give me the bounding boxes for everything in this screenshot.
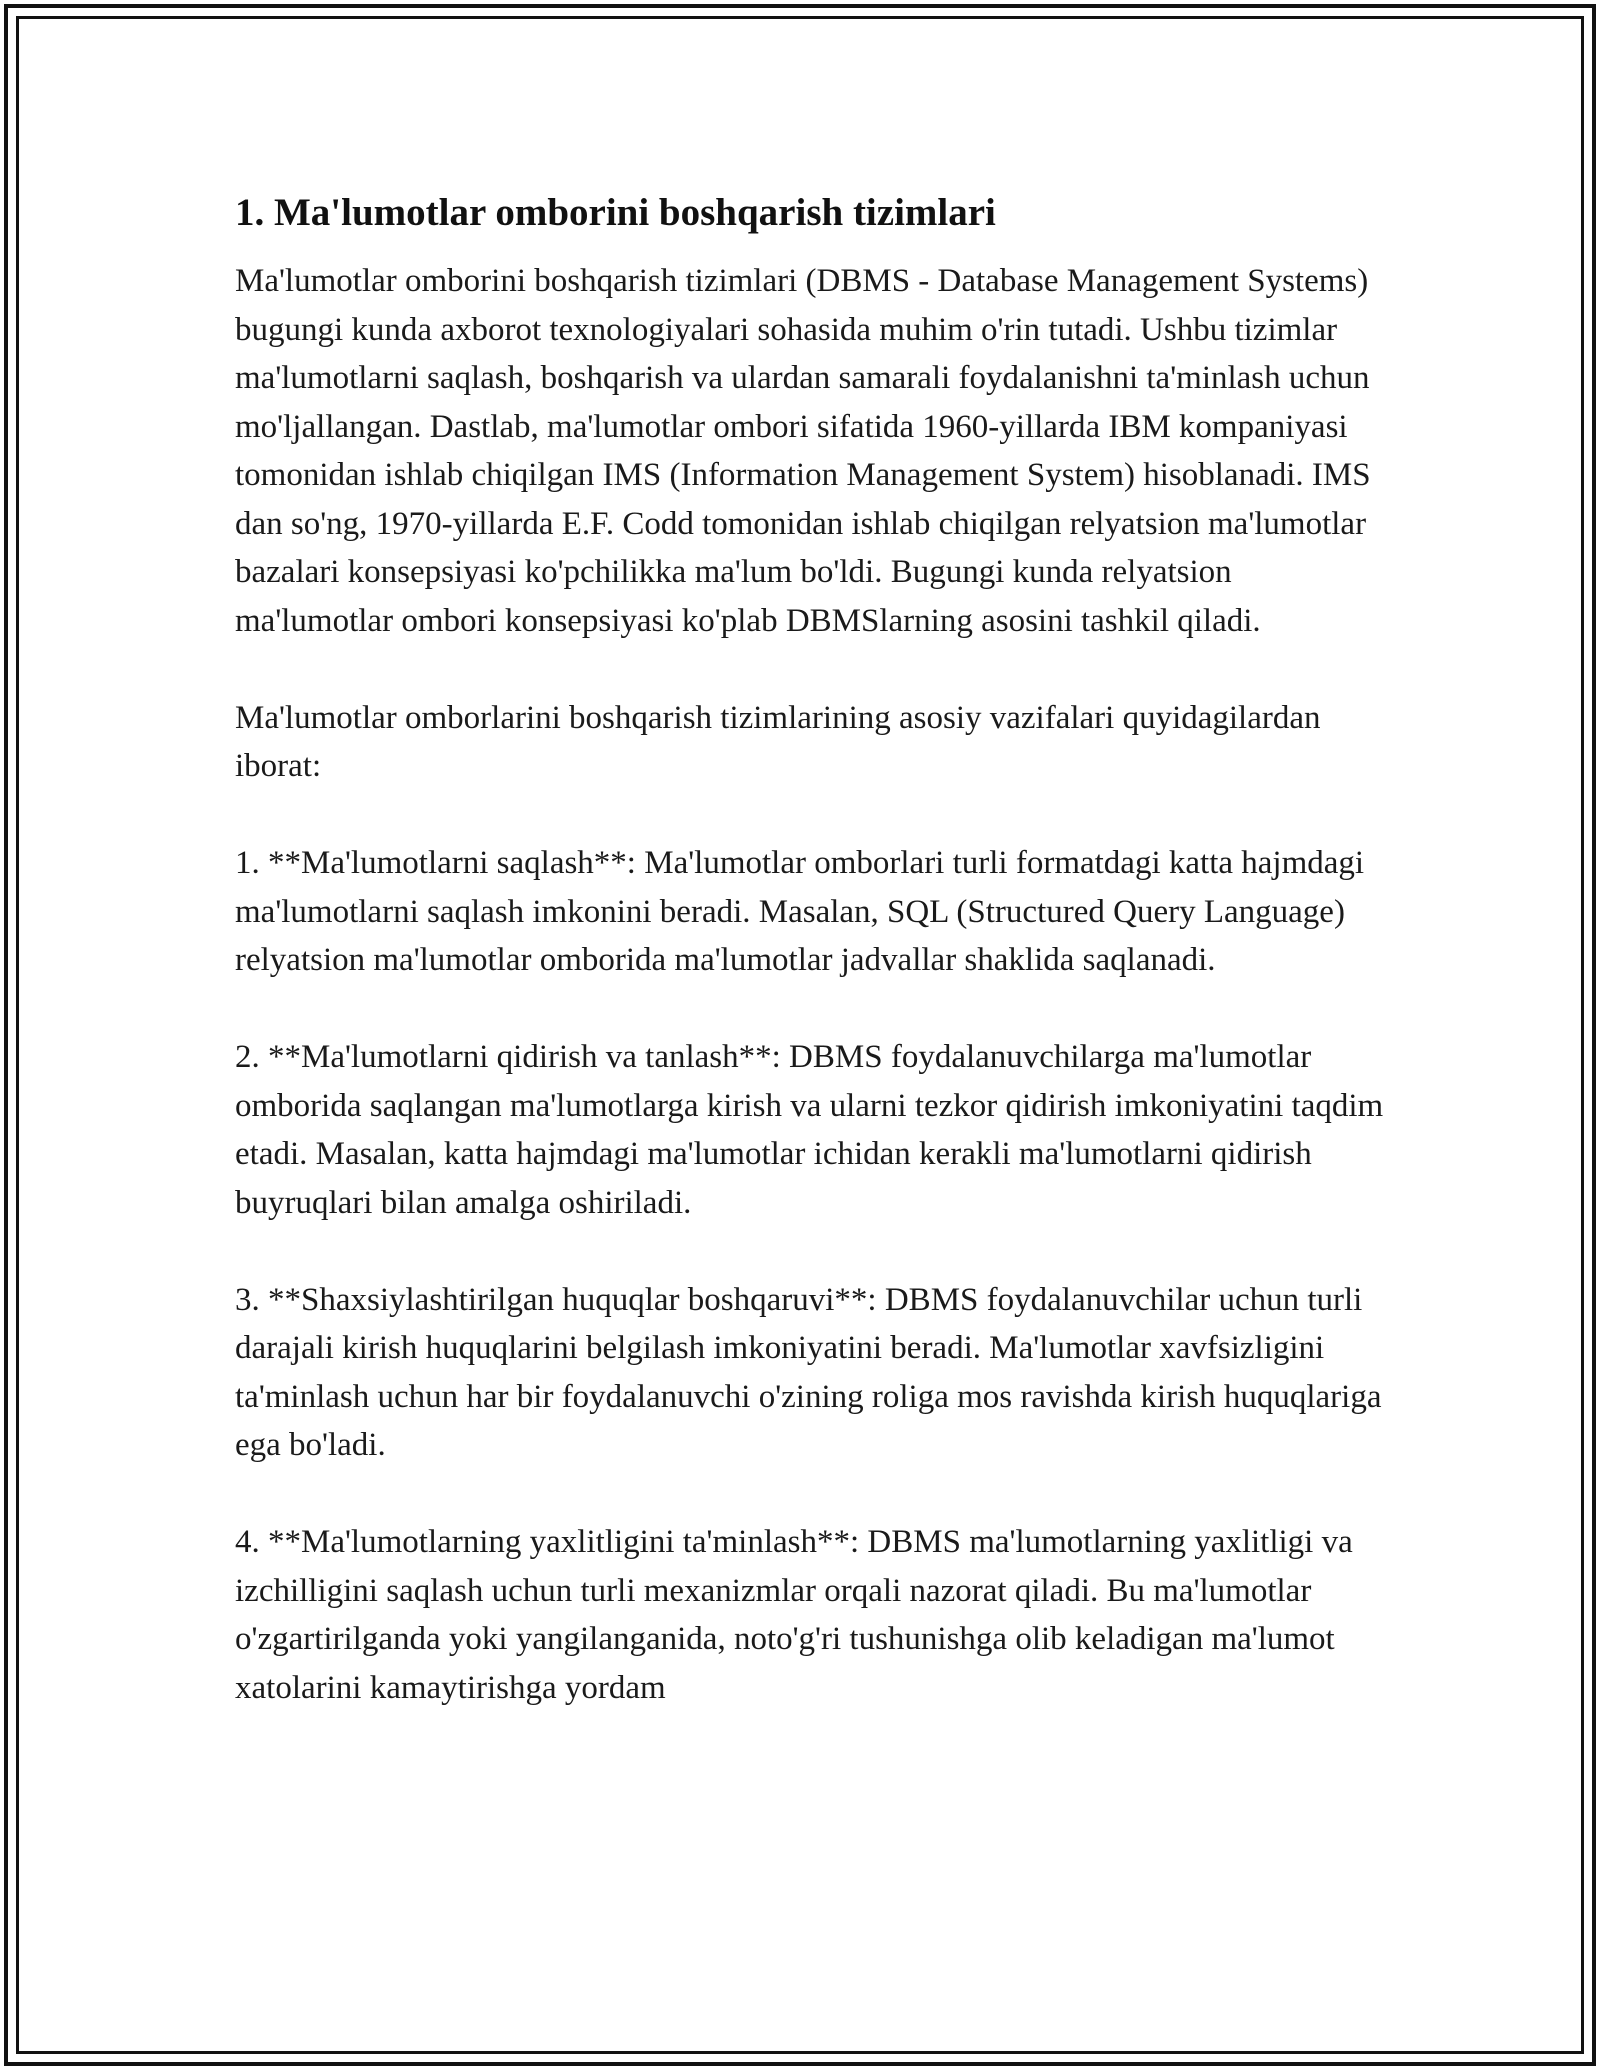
list-item-search: 2. **Ma'lumotlarni qidirish va tanlash**: DBMS foydalanuvchilarga ma'lumotlar omborida saqlangan ma'lumotlarga kirish va ularni tezkor qidirish imkoniyatini taqdim etadi. Masalan, katta hajmdagi ma'lumotlar ichidan kerakli ma'lumotlarni qidirish buyruqlari bilan amalga oshiriladi. <box>235 1039 1384 1221</box>
functions-lead-paragraph: Ma'lumotlar omborlarini boshqarish tizimlarining asosiy vazifalari quyidagilardan iborat: <box>235 699 1321 784</box>
document-body <box>235 185 1385 1761</box>
list-item-integrity: 4. **Ma'lumotlarning yaxlitligini ta'minlash**: DBMS ma'lumotlarning yaxlitligi va izchilligini saqlash uchun turli mexanizmlar orqali nazorat qiladi. Bu ma'lumotlar o'zgartirilganda yoki yangilanganida, noto'g'ri tushunishga olib keladigan ma'lumot xatolarini kamaytirishga yordam <box>235 1524 1353 1706</box>
document-title: 1. Ma'lumotlar omborini boshqarish tizimlari <box>235 191 996 234</box>
list-item-access-rights: 3. **Shaxsiylashtirilgan huquqlar boshqaruvi**: DBMS foydalanuvchilar uchun turli darajali kirish huquqlarini belgilash imkoniyatini beradi. Ma'lumotlar xavfsizligini ta'minlash uchun har bir foydalanuvchi o'zining roliga mos ravishda kirish huquqlariga ega bo'ladi. <box>235 1281 1382 1463</box>
intro-paragraph: Ma'lumotlar omborini boshqarish tizimlari (DBMS - Database Management Systems) bugungi kunda axborot texnologiyalari sohasida muhim o'rin tutadi. Ushbu tizimlar ma'lumotlarni saqlash, boshqarish va ulardan samarali foydalanishni ta'minlash uchun mo'ljallangan. Dastlab, ma'lumotlar ombori sifatida 1960-yillarda IBM kompaniyasi tomonidan ishlab chiqilgan IMS (Information Management System) hisoblanadi. IMS dan so'ng, 1970-yillarda E.F. Codd tomonidan ishlab chiqilgan relyatsion ma'lumotlar bazalari konsepsiyasi ko'pchilikka ma'lum bo'ldi. Bugungi kunda relyatsion ma'lumotlar ombori konsepsiyasi ko'plab DBMSlarning asosini tashkil qiladi. <box>235 263 1371 639</box>
list-item-storage: 1. **Ma'lumotlarni saqlash**: Ma'lumotlar omborlari turli formatdagi katta hajmdagi ma'lumotlarni saqlash imkonini beradi. Masalan, SQL (Structured Query Language) relyatsion ma'lumotlar omborida ma'lumotlar jadvallar shaklida saqlanadi. <box>235 845 1365 978</box>
